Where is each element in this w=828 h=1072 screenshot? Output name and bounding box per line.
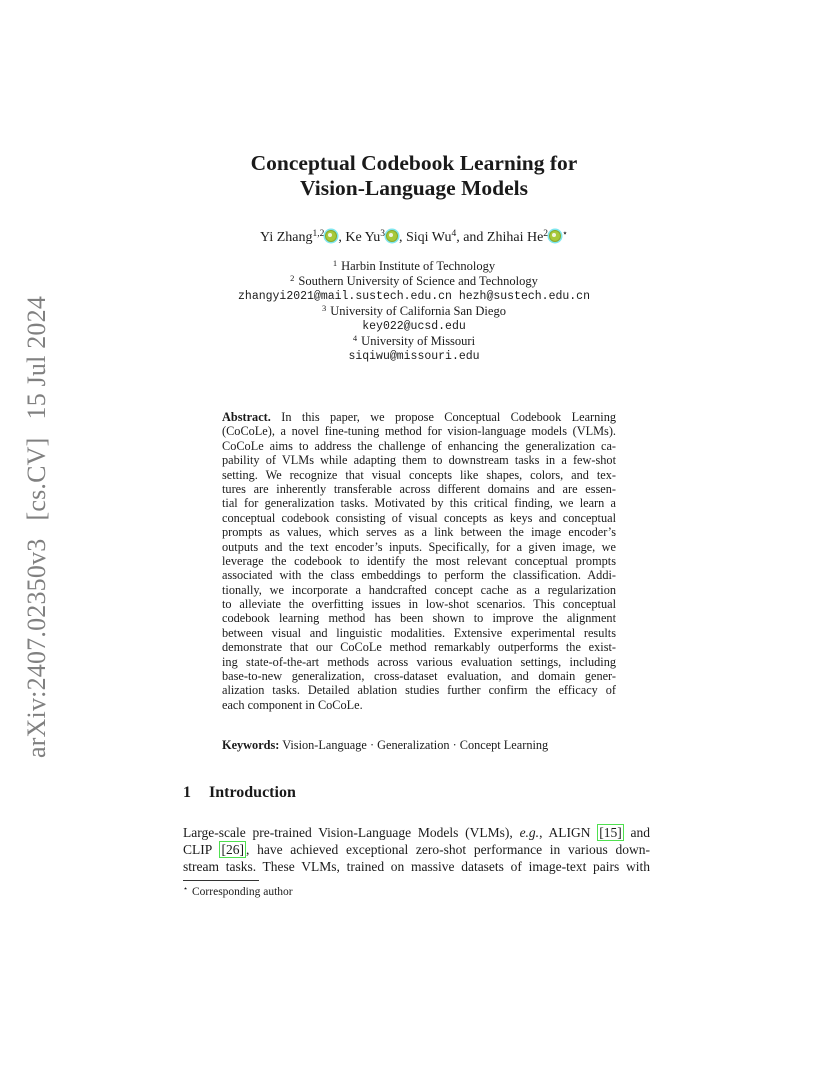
affiliation-2 <box>0 274 828 289</box>
abstract-line: demonstrate that our CoCoLe method remarkably outperforms the exist- <box>222 640 616 655</box>
abstract-line: setting. We recognize that visual concepts like shapes, colors, and tex- <box>222 467 616 482</box>
abstract-line: (CoCoLe), a novel fine-tuning method for vision-language models (VLMs). <box>222 424 616 439</box>
abstract-line: CoCoLe aims to address the challenge of enhancing the generalization ca- <box>222 438 616 453</box>
abstract-label: Abstract. <box>222 410 271 424</box>
arxiv-stamp <box>22 296 52 758</box>
orcid-icon[interactable] <box>549 230 561 242</box>
citation-link[interactable]: [15] <box>599 825 622 840</box>
orcid-icon[interactable] <box>325 230 337 242</box>
affiliation-4-email[interactable]: siqiwu@missouri.edu <box>348 350 480 363</box>
author-separator: , <box>398 230 406 245</box>
intro-text: , ALIGN <box>539 825 598 840</box>
intro-text-italic: e.g. <box>519 825 540 840</box>
abstract-line: each component in CoCoLe. <box>222 697 363 712</box>
footnote <box>183 886 293 898</box>
section-title: Introduction <box>209 784 296 801</box>
intro-line <box>183 841 650 858</box>
author-affil-mark: 2 <box>543 229 549 239</box>
corresponding-mark: ⋆ <box>562 229 568 239</box>
author-affil-mark: 4 <box>451 229 457 239</box>
abstract-line: conceptual codebook consisting of visual concepts as keys and conceptual <box>222 510 616 525</box>
abstract-line: prompts as values, which serves as a link between the image encoder’s <box>222 525 616 540</box>
author-name: Ke Yu <box>345 230 381 245</box>
affiliation-name: University of California San Diego <box>330 304 506 318</box>
affiliation-name: University of Missouri <box>361 334 476 348</box>
affiliation-2-emails[interactable]: zhangyi2021@mail.sustech.edu.cn hezh@sustech.edu.cn <box>238 290 590 303</box>
author-separator: , and <box>456 230 487 245</box>
author-name: Yi Zhang <box>259 230 313 245</box>
keywords-text: Vision-Language · Generalization · Concept Learning <box>279 738 549 752</box>
intro-text: , have achieved exceptional zero-shot performance in various down- <box>245 842 650 857</box>
author-name: Zhihai He <box>486 230 544 245</box>
citation-link[interactable]: [26] <box>221 842 244 857</box>
section-heading <box>183 784 296 802</box>
affiliations <box>0 259 828 364</box>
abstract-text: In this paper, we propose Conceptual Codebook Learning <box>270 410 616 424</box>
orcid-icon[interactable] <box>386 230 398 242</box>
author-name: Siqi Wu <box>405 230 452 245</box>
author-affil-mark: 1,2 <box>312 229 325 239</box>
footnote-rule <box>183 880 259 881</box>
abstract-line: ing state-of-the-art methods across various evaluation settings, including <box>222 654 616 669</box>
author-affil-mark: 3 <box>380 229 385 239</box>
author-separator: , <box>338 230 346 245</box>
intro-line <box>183 824 650 841</box>
intro-text: and <box>623 825 650 840</box>
affiliation-3 <box>0 304 828 319</box>
intro-paragraph <box>183 824 650 875</box>
affiliation-name: Harbin Institute of Technology <box>341 259 496 273</box>
intro-text: CLIP <box>183 842 220 857</box>
arxiv-category: [cs.CV] <box>22 437 51 521</box>
affiliation-3-email[interactable]: key022@ucsd.edu <box>362 320 466 333</box>
intro-line: stream tasks. These VLMs, trained on massive datasets of image-text pairs with <box>183 859 650 874</box>
abstract-line <box>222 410 616 424</box>
abstract-line: base-to-new generalization, cross-dataset evaluation, and domain gener- <box>222 669 616 684</box>
title-line-1: Conceptual Codebook Learning for <box>250 151 578 175</box>
affiliation-number: 2 <box>290 273 295 283</box>
paper-title <box>0 151 828 201</box>
keywords <box>222 738 548 753</box>
affiliation-name: Southern University of Science and Technology <box>298 274 538 288</box>
abstract-line: outputs and the text encoder’s inputs. Specifically, for a given image, we <box>222 539 616 554</box>
affiliation-4 <box>0 334 828 349</box>
affiliation-1 <box>0 259 828 274</box>
arxiv-id: arXiv:2407.02350v3 <box>22 538 51 759</box>
abstract-line: tionally, we incorporate a handcrafted concept cache as a regularization <box>222 582 616 597</box>
abstract-line: leverage the codebook to identify the most relevant conceptual prompts <box>222 553 616 568</box>
abstract-line: associated with the class embeddings to perform the classification. Addi- <box>222 568 616 583</box>
footnote-mark: ⋆ <box>183 884 189 893</box>
title-line-2: Vision-Language Models <box>300 176 528 200</box>
intro-text: Large-scale pre-trained Vision-Language Models (VLMs), <box>183 825 520 840</box>
section-number: 1 <box>183 784 191 801</box>
keywords-label: Keywords: <box>222 738 280 752</box>
abstract-line: alization tasks. Detailed ablation studies further confirm the efficacy of <box>222 683 616 698</box>
arxiv-date: 15 Jul 2024 <box>22 295 51 420</box>
abstract-line: tures are inherently transferable across different domains and are essen- <box>222 481 616 496</box>
abstract-line: between visual and linguistic modalities. Extensive experimental results <box>222 625 616 640</box>
author-list <box>0 229 828 247</box>
footnote-text: Corresponding author <box>192 886 293 898</box>
abstract <box>222 410 616 712</box>
affiliation-number: 4 <box>352 333 358 343</box>
abstract-line: to alleviate the overfitting issues in low-shot scenarios. This conceptual <box>222 597 616 612</box>
abstract-line: pability of VLMs while adapting them to downstream tasks in a few-shot <box>222 453 616 468</box>
abstract-line: codebook learning method has been shown to improve the alignment <box>222 611 616 626</box>
abstract-line: tial for generalization tasks. Motivated by this critical finding, we learn a <box>222 496 616 511</box>
affiliation-number: 1 <box>332 258 338 268</box>
affiliation-number: 3 <box>322 303 327 313</box>
